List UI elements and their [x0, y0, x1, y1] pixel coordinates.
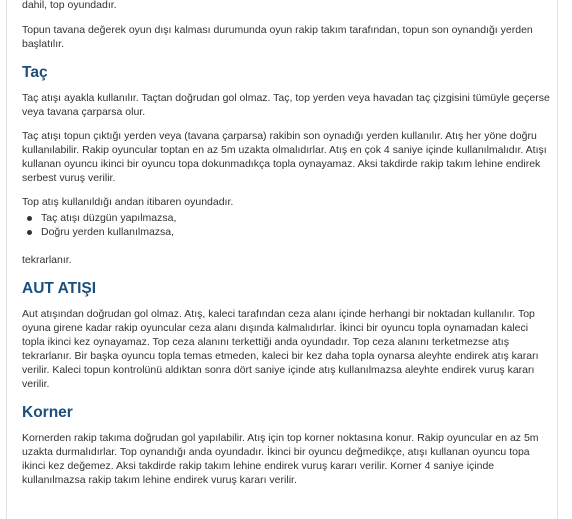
intro-paragraph-2: Topun tavana değerek oyun dışı kalması durumunda oyun rakip takım tarafından, topun son oynandığı yerden başlatılır.: [22, 24, 533, 50]
korner-paragraph-1: Kornerden rakip takıma doğrudan gol yapılabilir. Atış için top korner noktasına konur. Rakip oyuncular en az 5m uzakta durmalıdırlar. Top oynandığı anda oyundadır. İkinci bir oyuncu değmedikçe, atışı kullanan oyuncu topa ikinci kez değemez. Aksi takdirde rakip takım lehine endirek vuruş kararı verilir. Korner 4 saniye içinde kullanılmazsa rakip takım lehine endirek vuruş kararı verilir.: [22, 432, 539, 486]
tac-paragraph-2: Taç atışı topun çıktığı yerden veya (tavana çarparsa) rakibin son oynadığı yerden kullanılır. Atış her yöne doğru kullanılabilir. Rakip oyuncular toptan en az 5m uzakta olmalıdırlar. Atış en çok 4 saniye içinde kullanılmalıdır. Atışı kullanan oyuncu ikinci bir oyuncu topa dokunmadıkça topla oynayamaz. Aksi takdirde rakip takım lehine endirek serbest vuruş verilir.: [22, 130, 547, 184]
right-border: [557, 0, 558, 519]
bullet-icon: [27, 216, 32, 221]
aut-paragraph-1: Aut atışından doğrudan gol olmaz. Atış, kaleci tarafından ceza alanı içinde herhangi bir noktadan kullanılır. Top oyuna girene kadar rakip oyuncular ceza alanı dışında kalmalıdırlar. İkinci bir oyuncu topla oynamadan kaleci topla ikinci kez oynayamaz. Top ceza alanını terkettiği anda oyundadır. Top ceza alanını terketmezse atış tekrarlanır. Bir başka oyuncu topla temas etmeden, kaleci bir kez daha topla oynarsa aleyhte endirek atış kararı verilir. Kaleci topun kontrolünü aldıktan sonra dört saniye içinde atış kullanılmazsa aleyhte endirek vuruş kararı verilir.: [22, 308, 539, 390]
bullet-icon: [27, 230, 32, 235]
tac-paragraph-3: Top atış kullanıldığı andan itibaren oyundadır.: [22, 196, 234, 208]
list-item: [22, 211, 552, 225]
list-item-text: Doğru yerden kullanılmazsa,: [41, 226, 175, 238]
tac-bullet-list: [22, 211, 552, 239]
section-heading-tac: Taç: [22, 64, 48, 81]
article-content: [22, 0, 552, 487]
list-item: [22, 225, 552, 239]
section-heading-aut: AUT ATIŞI: [22, 280, 97, 297]
tac-paragraph-1: Taç atışı ayakla kullanılır. Taçtan doğrudan gol olmaz. Taç, top yerden veya havadan taç çizgisini tümüyle geçerse veya tavana çarparsa olur.: [22, 92, 550, 118]
left-border: [6, 0, 7, 519]
list-item-text: Taç atışı düzgün yapılmazsa,: [41, 212, 177, 224]
intro-paragraph-1: dahil, top oyundadır.: [22, 0, 117, 11]
section-heading-korner: Korner: [22, 404, 73, 421]
tac-paragraph-4: tekrarlanır.: [22, 254, 72, 266]
